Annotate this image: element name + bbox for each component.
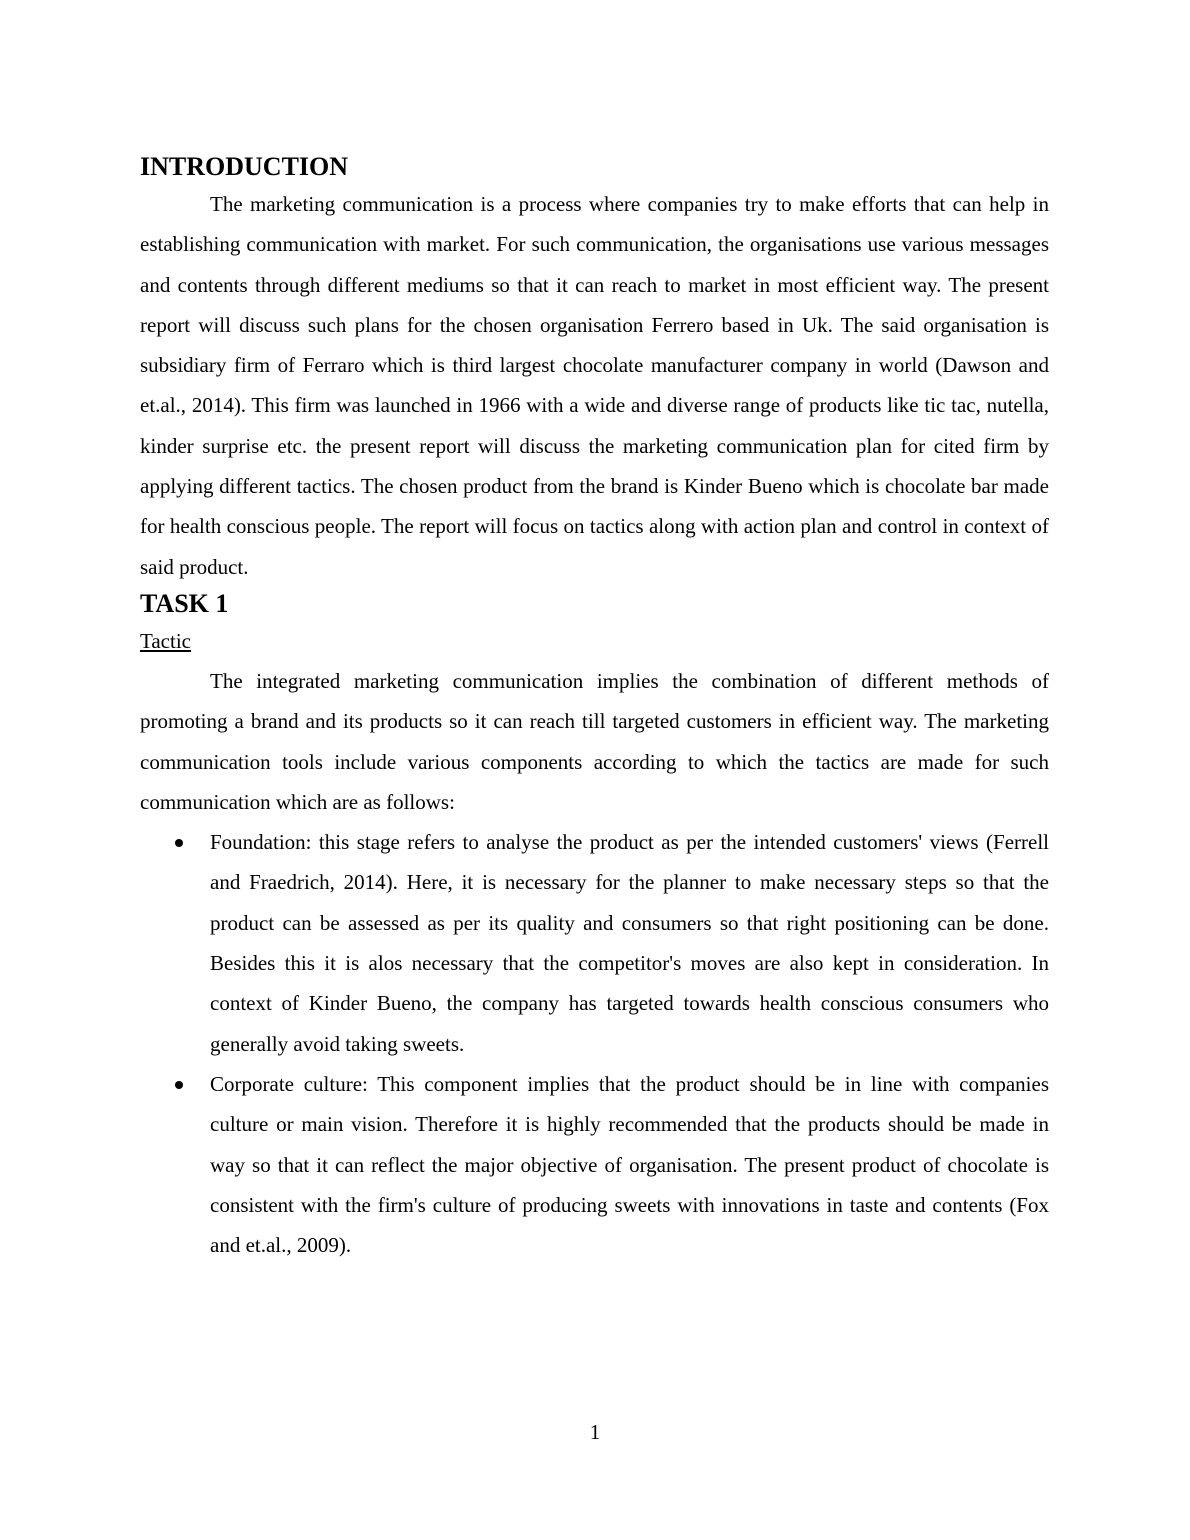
bullet-item-corporate-culture xyxy=(140,1064,1049,1265)
tactic-bullet-list xyxy=(140,822,1049,1265)
page-number: 1 xyxy=(589,1420,601,1444)
bullet-text: Foundation: this stage refers to analyse the product as per the intended customers' views (Ferrell and Fraedrich, 2014). Here, it is necessary for the planner to make necessary steps so that the product can be assessed as per its quality and consumers so that right positioning can be done. Besides this it is alos necessary that the competitor's moves are also kept in consideration. In context of Kinder Bueno, the company has targeted towards health conscious consumers who generally avoid taking sweets. xyxy=(210,830,1049,1056)
task-1-heading: TASK 1 xyxy=(140,588,229,618)
tactic-paragraph: The integrated marketing communication implies the combination of different methods of promoting a brand and its products so it can reach till targeted customers in efficient way. The marketing communication tools include various components according to which the tactics are made for such communication which are as follows: xyxy=(140,668,1049,814)
introduction-paragraph: The marketing communication is a process where companies try to make efforts that can help in establishing communication with market. For such communication, the organisations use various messages and contents through different mediums so that it can reach to market in most efficient way. The present report will discuss such plans for the chosen organisation Ferrero based in Uk. The said organisation is subsidiary firm of Ferraro which is third largest chocolate manufacturer company in world (Dawson and et.al., 2014). This firm was launched in 1966 with a wide and diverse range of products like tic tac, nutella, kinder surprise etc. the present report will discuss the marketing communication plan for cited firm by applying different tactics. The chosen product from the brand is Kinder Bueno which is chocolate bar made for health conscious people. The report will focus on tactics along with action plan and control in context of said product. xyxy=(140,192,1049,579)
bullet-text: Corporate culture: This component implies that the product should be in line with companies culture or main vision. Therefore it is highly recommended that the products should be made in way so that it can reflect the major objective of organisation. The present product of chocolate is consistent with the firm's culture of producing sweets with innovations in taste and contents (Fox and et.al., 2009). xyxy=(210,1071,1049,1258)
page-content xyxy=(140,150,1049,1265)
bullet-dot-icon xyxy=(175,1081,183,1089)
introduction-heading: INTRODUCTION xyxy=(140,152,349,181)
bullet-dot-icon xyxy=(175,839,183,847)
bullet-item-foundation xyxy=(140,822,1049,1064)
tactic-subheading: Tactic xyxy=(140,628,191,653)
